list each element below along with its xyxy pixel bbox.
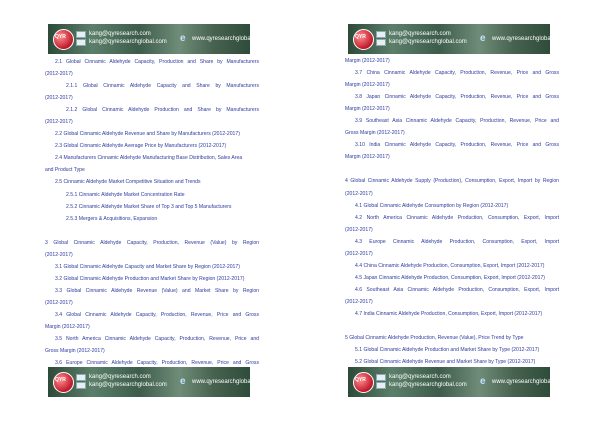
toc-entry: Gross Margin (2012-2017)	[345, 130, 405, 137]
email-block	[76, 30, 167, 46]
toc-entry: 3.4 Global Cinnamic Aldehyde Capacity, Production, Revenue, Price and Gross	[55, 311, 259, 318]
toc-entry: 3.1 Global Cinnamic Aldehyde Capacity and Market Share by Region (2012-2017)	[55, 263, 240, 270]
email-link[interactable]: kang@qyresearch.com	[389, 374, 451, 380]
logo-text: QYR	[355, 377, 366, 383]
toc-entry: 4.4 China Cinnamic Aldehyde Production, Consumption, Export, Import (2012-2017)	[355, 262, 545, 269]
browser-icon: e	[480, 376, 486, 387]
toc-entry: 5 Global Cinnamic Aldehyde Production, Revenue (Value), Price Trend by Type	[345, 335, 524, 342]
toc-entry: (2012-2017)	[345, 226, 373, 233]
email-link[interactable]: kang@qyresearch.com	[89, 374, 151, 380]
toc-entry: and Product Type	[45, 167, 85, 174]
logo-text: QYR	[55, 377, 66, 383]
website-link[interactable]: www.qyresearchglobal.com	[492, 378, 566, 385]
website-block	[180, 34, 265, 43]
toc-entry: 2.1 Global Cinnamic Aldehyde Capacity, Production and Share by Manufacturers	[55, 59, 259, 65]
email-block	[76, 373, 167, 389]
email-block	[376, 30, 467, 46]
toc-entry: 2.2 Global Cinnamic Aldehyde Revenue and Share by Manufacturers (2012-2017)	[55, 131, 240, 138]
browser-icon: e	[180, 33, 186, 44]
spacer	[345, 320, 559, 332]
toc-entry: 2.4 Manufacturers Cinnamic Aldehyde Manufacturing Base Distribution, Sales Area	[55, 155, 243, 162]
toc-entry: (2012-2017)	[45, 119, 73, 126]
browser-icon: e	[180, 376, 186, 387]
email-link[interactable]: kang@qyresearch.com	[389, 31, 451, 37]
toc-entry: 2.5.1 Cinnamic Aldehyde Market Concentration Rate	[66, 191, 185, 198]
toc-entry: (2012-2017)	[345, 190, 373, 197]
toc-content	[45, 56, 259, 369]
toc-entry: 4 Global Cinnamic Aldehyde Supply (Production), Consumption, Export, Import by Region	[345, 178, 559, 185]
toc-entry: 4.6 Southeast Asia Cinnamic Aldehyde Production, Consumption, Export, Import	[355, 286, 559, 293]
header-banner	[348, 24, 566, 54]
right-page	[300, 0, 600, 424]
toc-entry: 2.5 Cinnamic Aldehyde Market Competitive Situation and Trends	[55, 179, 201, 186]
footer-banner	[348, 367, 566, 397]
footer-banner	[48, 367, 266, 397]
toc-entry: 3.9 Southeast Asia Cinnamic Aldehyde Capacity, Production, Revenue, Price and	[355, 118, 559, 125]
toc-content	[345, 55, 559, 368]
toc-entry: 2.5.2 Cinnamic Aldehyde Market Share of Top 3 and Top 5 Manufacturers	[66, 203, 232, 210]
email-link[interactable]: kang@qyresearchglobal.com	[89, 39, 167, 45]
toc-entry: 3.5 North America Cinnamic Aldehyde Capacity, Production, Revenue, Price and	[55, 336, 259, 343]
spacer	[345, 163, 559, 175]
toc-entry: Margin (2012-2017)	[345, 106, 390, 113]
toc-entry: Margin (2012-2017)	[345, 82, 390, 89]
toc-entry: 4.1 Global Cinnamic Aldehyde Consumption by Region (2012-2017)	[355, 202, 509, 209]
toc-entry: Margin (2012-2017)	[345, 154, 390, 161]
toc-entry: Gross Margin (2012-2017)	[45, 348, 105, 355]
toc-entry: (2012-2017)	[345, 298, 373, 305]
toc-entry: (2012-2017)	[45, 71, 73, 78]
toc-entry: 2.1.1 Global Cinnamic Aldehyde Capacity and Share by Manufacturers	[66, 83, 259, 90]
toc-entry: 4.2 North America Cinnamic Aldehyde Production, Consumption, Export, Import	[355, 214, 559, 221]
toc-entry: 5.1 Global Cinnamic Aldehyde Production and Market Share by Type (2012-2017)	[355, 347, 540, 354]
website-link[interactable]: www.qyresearchglobal.com	[192, 35, 266, 42]
website-link[interactable]: www.qyresearchglobal.com	[192, 378, 266, 385]
email-link[interactable]: kang@qyresearchglobal.com	[389, 382, 467, 388]
toc-entry: 3 Global Cinnamic Aldehyde Capacity, Production, Revenue (Value) by Region	[45, 239, 259, 246]
email-link[interactable]: kang@qyresearch.com	[89, 31, 151, 37]
mail-icon	[376, 382, 386, 389]
email-link[interactable]: kang@qyresearchglobal.com	[389, 39, 467, 45]
toc-entry: 3.8 Japan Cinnamic Aldehyde Capacity, Production, Revenue, Price and Gross	[355, 94, 559, 101]
mail-icon	[76, 382, 86, 389]
toc-entry: 2.3 Global Cinnamic Aldehyde Average Price by Manufacturers (2012-2017)	[55, 143, 227, 150]
email-link[interactable]: kang@qyresearchglobal.com	[89, 382, 167, 388]
header-banner	[48, 24, 266, 54]
toc-entry: (2012-2017)	[45, 299, 73, 306]
toc-entry: 3.6 Europe Cinnamic Aldehyde Capacity, Production, Revenue, Price and Gross	[55, 360, 259, 367]
mail-icon	[76, 374, 86, 381]
toc-entry: 3.10 India Cinnamic Aldehyde Capacity, Production, Revenue, Price and Gross	[355, 142, 559, 149]
mail-icon	[76, 39, 86, 46]
toc-entry: (2012-2017)	[345, 250, 373, 257]
toc-entry: 2.1.2 Global Cinnamic Aldehyde Production and Share by Manufacturers	[66, 107, 259, 114]
toc-entry: 2.5.3 Mergers & Acquisitions, Expansion	[66, 215, 158, 222]
mail-icon	[376, 374, 386, 381]
website-block	[180, 377, 265, 386]
toc-entry: 3.2 Global Cinnamic Aldehyde Production and Market Share by Region (2012-2017)	[55, 275, 245, 282]
mail-icon	[376, 31, 386, 38]
mail-icon	[76, 31, 86, 38]
browser-icon: e	[480, 33, 486, 44]
toc-entry: Margin (2012-2017)	[45, 324, 90, 331]
toc-entry: (2012-2017)	[45, 251, 73, 258]
toc-entry: 4.3 Europe Cinnamic Aldehyde Production, Consumption, Export, Import	[355, 238, 559, 245]
toc-entry: Margin (2012-2017)	[345, 58, 390, 64]
mail-icon	[376, 39, 386, 46]
toc-entry: 4.5 Japan Cinnamic Aldehyde Production, Consumption, Export, Import (2012-2017)	[355, 274, 545, 281]
toc-entry: 3.3 Global Cinnamic Aldehyde Revenue (Value) and Market Share by Region	[55, 287, 259, 294]
toc-entry: 4.7 India Cinnamic Aldehyde Production, Consumption, Export, Import (2012-2017)	[355, 310, 543, 317]
website-block	[480, 377, 565, 386]
toc-entry: 3.7 China Cinnamic Aldehyde Capacity, Production, Revenue, Price and Gross	[355, 70, 559, 77]
logo-text: QYR	[355, 34, 366, 40]
website-link[interactable]: www.qyresearchglobal.com	[492, 35, 566, 42]
logo-text: QYR	[55, 34, 66, 40]
toc-entry: 5.2 Global Cinnamic Aldehyde Revenue and Market Share by Type (2012-2017)	[355, 359, 536, 366]
website-block	[480, 34, 565, 43]
email-block	[376, 373, 467, 389]
toc-entry: (2012-2017)	[45, 95, 73, 102]
spacer	[45, 225, 259, 237]
